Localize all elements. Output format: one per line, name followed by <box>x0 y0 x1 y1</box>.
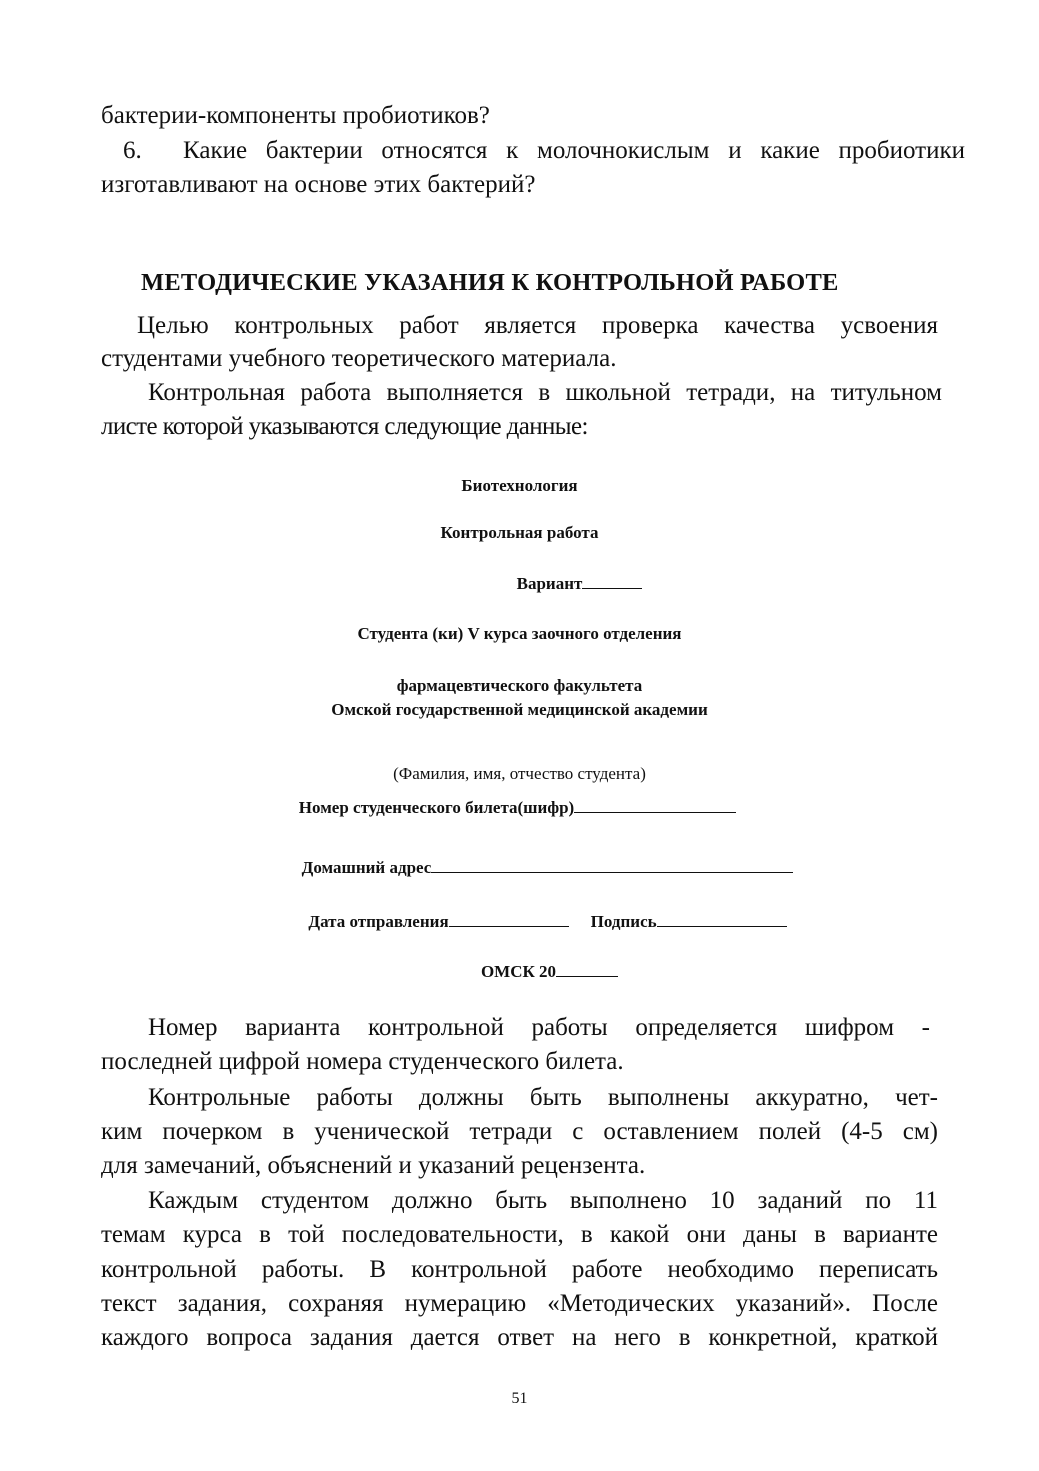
paragraph-line: последней цифрой номера студенческого билета. <box>101 1048 624 1075</box>
form-city <box>30 960 1039 983</box>
year-blank <box>556 960 618 977</box>
paragraph-line: Контрольные работы должны быть выполнены аккуратно, чет- <box>148 1084 938 1111</box>
form-variant <box>60 572 1039 595</box>
page-number: 51 <box>511 1390 528 1407</box>
form-ticket <box>0 796 1037 819</box>
text-line: бактерии-компоненты пробиотиков? <box>101 102 490 129</box>
date-blank <box>449 910 569 927</box>
paragraph-line: каждого вопроса задания дается ответ на него в конкретной, краткой <box>101 1324 938 1351</box>
form-name-hint: (Фамилия, имя, отчество студента) <box>393 764 646 783</box>
form-work-type: Контрольная работа <box>440 523 599 542</box>
form-ticket-label: Номер студенческого билета(шифр) <box>298 798 575 817</box>
form-variant-label: Вариант <box>516 574 583 593</box>
form-city-label: ОМСК 20 <box>480 962 557 981</box>
paragraph-line: листе которой указываются следующие данные: <box>101 413 588 440</box>
variant-blank <box>582 572 642 589</box>
paragraph-line: Номер варианта контрольной работы определяется шифром - <box>148 1014 930 1041</box>
paragraph-line: для замечаний, объяснений и указаний рецензента. <box>101 1152 646 1179</box>
paragraph-line: ким почерком в ученической тетради с оставлением полей (4-5 см) <box>101 1118 938 1145</box>
question-text: Какие бактерии относятся к молочнокислым и какие пробиотики <box>183 137 965 164</box>
section-heading: МЕТОДИЧЕСКИЕ УКАЗАНИЯ К КОНТРОЛЬНОЙ РАБОТЕ <box>141 269 839 296</box>
form-academy: Омской государственной медицинской академии <box>331 700 708 719</box>
question-number: 6. <box>123 137 142 164</box>
form-subject: Биотехнология <box>461 476 578 495</box>
paragraph-line: Каждым студентом должно быть выполнено 10 заданий по 11 <box>148 1187 938 1214</box>
paragraph-line: темам курса в той последовательности, в какой они даны в варианте <box>101 1221 938 1248</box>
form-signature-label: Подпись <box>590 912 657 931</box>
form-address <box>28 856 1039 879</box>
form-student: Студента (ки) V курса заочного отделения <box>357 624 682 643</box>
address-blank <box>431 856 793 873</box>
paragraph-line: контрольной работы. В контрольной работе необходимо переписать <box>101 1256 938 1283</box>
paragraph-line: Контрольная работа выполняется в школьной тетради, на титульном <box>148 379 942 406</box>
form-faculty: фармацевтического факультета <box>396 676 643 695</box>
paragraph-line: студентами учебного теоретического материала. <box>101 345 617 372</box>
form-date-signature <box>28 910 1039 933</box>
ticket-blank <box>574 796 736 813</box>
text-line: изготавливают на основе этих бактерий? <box>101 171 536 198</box>
signature-blank <box>657 910 787 927</box>
form-address-label: Домашний адрес <box>301 858 432 877</box>
paragraph-line: Целью контрольных работ является проверка качества усвоения <box>137 312 938 339</box>
paragraph-line: текст задания, сохраняя нумерацию «Методических указаний». После <box>101 1290 938 1317</box>
form-date-label: Дата отправления <box>308 912 449 931</box>
